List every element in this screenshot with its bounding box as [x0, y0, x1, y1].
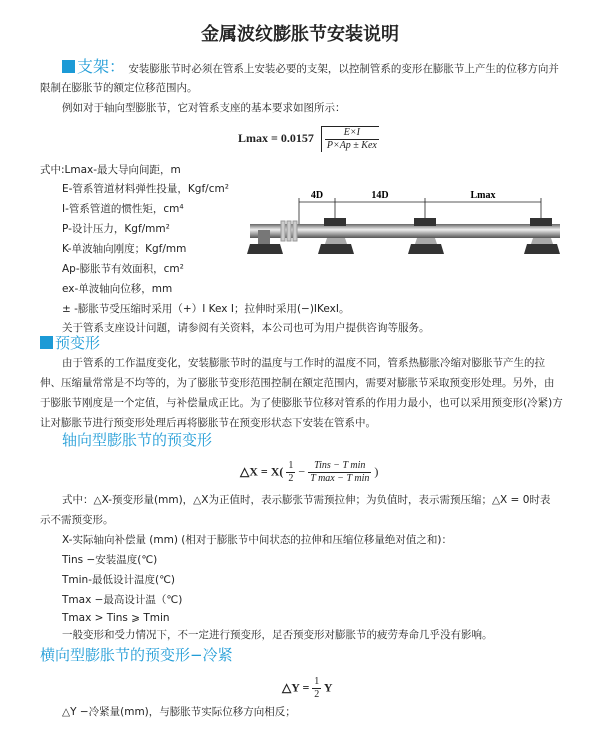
square-bullet-icon — [62, 60, 75, 73]
axial-line: 示不需预变形。 — [40, 514, 114, 526]
predeform-heading: 预变形 — [40, 334, 100, 352]
bellows-icon — [281, 221, 297, 241]
predeform-para-line: 让对膨胀节进行预变形处理后再将膨胀节在预变形状态下安装在管系中。 — [40, 417, 376, 429]
support-section — [62, 58, 559, 76]
dim-label-lmax: Lmax — [470, 190, 496, 201]
dim-label-4d: 4D — [310, 190, 324, 201]
axial-formula: △X = X( $\frac{1}{2}$ − $\frac{\text{Tins − T min}}{\text{T max − T min}}$ ) — [240, 460, 379, 484]
def-ap: Ap-膨胀节有效面积，cm² — [62, 263, 184, 275]
def-ex: ex-单波轴向位移，mm — [62, 283, 173, 295]
axial-line: 式中：△X-预变形量(mm)，△X为正值时，表示膨张节需预拉伸；为负值时，表示需预压缩；△X = 0时表 — [62, 494, 551, 506]
support-intro-line2: 限制在膨胀节的额定位移范围内。 — [40, 82, 198, 94]
anchor-block — [258, 230, 270, 244]
axial-line: Tins −安装温度(℃) — [62, 554, 158, 566]
formula-denominator: P×Ap ± Kex — [326, 140, 377, 151]
predeform-para-line: 由于管系的工作温度变化，安装膨胀节时的温度与工作时的温度不同，管系热膨胀冷缩对膨胀节产生的拉 — [62, 357, 545, 369]
dim-label-14d: 14D — [371, 190, 389, 201]
fixed-support — [247, 244, 283, 254]
def-p: P-设计压力，Kgf/mm² — [62, 223, 170, 235]
axial-line: Tmin-最低设计温度(℃) — [62, 574, 175, 586]
support-heading: 支架： — [62, 57, 125, 76]
def-i: I-管系管道的惯性矩，cm⁴ — [62, 203, 184, 215]
def-k: K-单波轴向刚度；Kgf/mm — [62, 243, 187, 255]
formula-lhs: Lmax = 0.0157 — [238, 130, 314, 145]
support-note: 关于管系支座设计问题，请参阅有关资料，本公司也可为用户提供咨询等服务。 — [62, 322, 430, 334]
axial-line: X-实际轴向补偿量 (mm) (相对于膨胀节中间状态的拉伸和压缩位移量绝对值之和)： — [62, 534, 452, 546]
axial-line: Tmax > Tins ⩾ Tmin — [62, 612, 170, 624]
def-plusminus: ± -膨胀节受压缩时采用（+）I Kex I；拉伸时采用(−)IKexI。 — [62, 303, 350, 315]
predeform-para-line: 伸、压缩量常常是不均等的，为了膨胀节变形范围控制在额定范围内，需要对膨胀节采取预变形处理。另外，由 — [40, 377, 555, 389]
axial-heading: 轴向型膨胀节的预变形 — [62, 431, 213, 449]
lateral-heading: 横向型膨胀节的预变形−冷紧 — [40, 646, 233, 664]
lateral-line: △Y −冷紧量(mm)，与膨胀节实际位移方向相反； — [62, 706, 296, 718]
def-lmax: 式中:Lmax-最大导向间距，m — [40, 164, 181, 176]
lateral-formula: △Y = $\frac{1}{2}$ Y — [282, 676, 333, 700]
lmax-formula — [238, 126, 379, 152]
formula-numerator: E×I — [325, 127, 379, 140]
axial-line: 一般变形和受力情况下，不一定进行预变形，足否预变形对膨胀节的疲劳寿命几乎没有影响。 — [62, 629, 493, 641]
axial-line: Tmax −最高设计温（℃) — [62, 594, 183, 606]
page-title: 金属波纹膨胀节安装说明 — [201, 24, 399, 45]
support-intro-line1: 安装膨胀节时必须在管系上安装必要的支架，以控制管系的变形在膨胀节上产生的位移方向并 — [128, 63, 559, 75]
predeform-para-line: 于膨胀节刚度是一个定值，与补偿量成正比。为了使膨胀节位移对管系的作用力最小，也可以采用预变形(冷紧)方 — [40, 397, 563, 409]
def-e: E-管系管道材料弹性投量，Kgf/cm² — [62, 183, 229, 195]
support-diagram — [245, 190, 565, 265]
support-example: 例如对于轴向型膨胀节，它对管系支座的基本要求如图所示： — [62, 102, 346, 114]
square-bullet-icon — [40, 336, 53, 349]
